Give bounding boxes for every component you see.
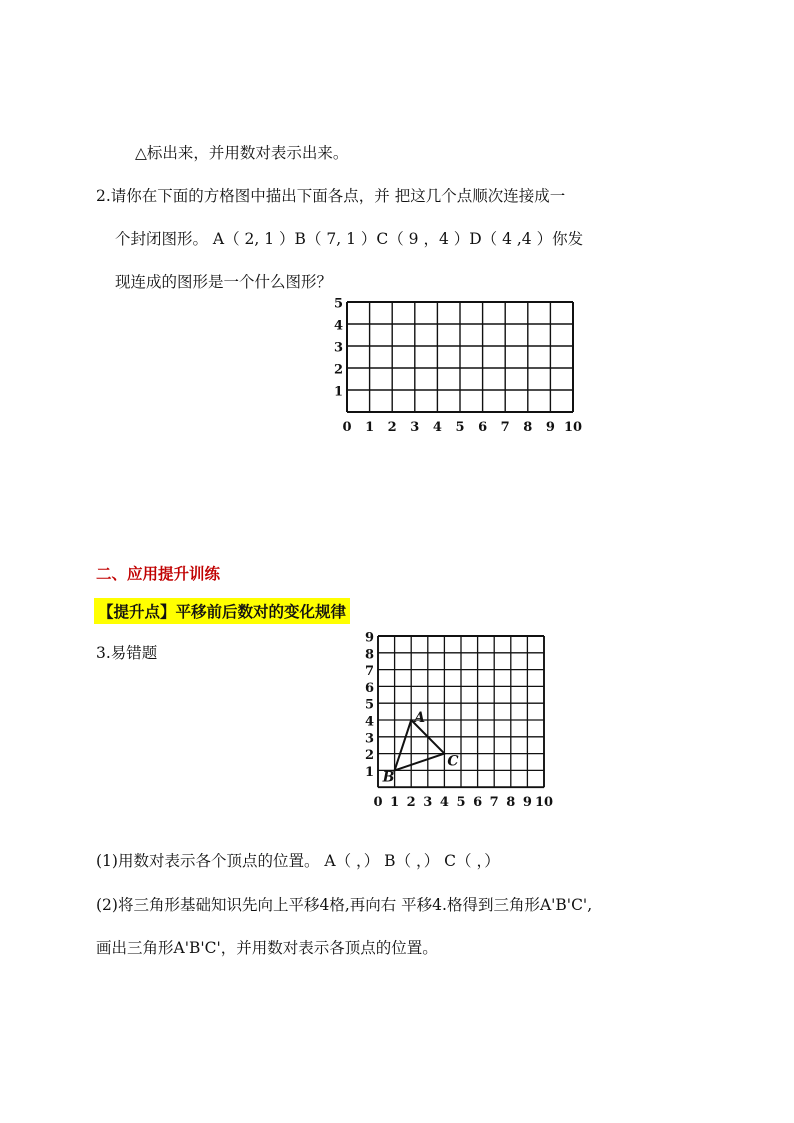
- y-tick-label: 7: [364, 664, 374, 680]
- x-tick-label: 8: [506, 795, 516, 811]
- y-tick-label: 5: [364, 697, 374, 713]
- x-tick-label: 0: [342, 420, 352, 435]
- triangle-abc: [395, 720, 445, 770]
- q3-sub3: 画出三角形A'B'C'，并用数对表示各顶点的位置。: [96, 939, 438, 957]
- x-tick-label: 2: [387, 420, 397, 435]
- q1-tail-text: △标出来，并用数对表示出来。: [135, 144, 349, 162]
- x-tick-label: 5: [455, 420, 465, 435]
- x-tick-label: 7: [500, 420, 510, 435]
- section-title: 二、应用提升训练: [96, 565, 221, 583]
- vertex-label-a: A: [414, 710, 426, 726]
- vertex-label-b: B: [382, 769, 395, 786]
- y-tick-label: 3: [333, 340, 343, 356]
- x-tick-label: 9: [522, 795, 532, 811]
- x-tick-label: 4: [439, 795, 449, 811]
- x-tick-label: 10: [534, 795, 554, 811]
- x-tick-label: 3: [410, 420, 420, 435]
- x-tick-label: 1: [365, 420, 375, 435]
- y-tick-label: 1: [333, 384, 343, 400]
- y-tick-label: 9: [364, 630, 374, 646]
- y-tick-label: 1: [364, 764, 374, 780]
- y-tick-label: 5: [333, 296, 343, 312]
- q2-line2: 个封闭图形。 A（ 2, 1 ）B（ 7, 1 ）C（ 9 ，4 ）D（ 4 ,4 ）你发: [115, 230, 584, 248]
- y-tick-label: 8: [364, 647, 374, 663]
- x-tick-label: 4: [432, 420, 442, 435]
- y-tick-label: 4: [333, 318, 343, 334]
- vertex-label-c: C: [447, 753, 459, 770]
- q3-label: 3.易错题: [96, 644, 158, 662]
- q2-line3: 现连成的图形是一个什么图形？: [115, 273, 333, 291]
- x-tick-label: 3: [423, 795, 433, 811]
- x-tick-label: 6: [473, 795, 483, 811]
- q3-sub2: (2)将三角形基础知识先向上平移4格,再向右 平移4.格得到三角形A'B'C',: [96, 896, 593, 914]
- x-tick-label: 0: [373, 795, 383, 811]
- highlight-title: 【提升点】平移前后数对的变化规律: [94, 598, 350, 624]
- x-tick-label: 1: [390, 795, 400, 811]
- x-tick-label: 9: [545, 420, 555, 435]
- y-tick-label: 2: [364, 748, 374, 764]
- y-tick-label: 3: [364, 731, 374, 747]
- x-tick-label: 5: [456, 795, 466, 811]
- x-tick-label: 2: [406, 795, 416, 811]
- y-tick-label: 2: [333, 362, 343, 378]
- y-tick-label: 4: [364, 714, 374, 730]
- q2-line1: 2.请你在下面的方格图中描出下面各点，并 把这几个点顺次连接成一: [96, 187, 566, 205]
- y-tick-label: 6: [364, 680, 374, 696]
- x-tick-label: 8: [523, 420, 533, 435]
- x-tick-label: 7: [489, 795, 499, 811]
- x-tick-label: 6: [478, 420, 488, 435]
- x-tick-label: 10: [563, 420, 583, 435]
- q3-sub1: (1)用数对表示各个顶点的位置。 A（ ，） B（ ，） C（ ，）: [96, 852, 500, 870]
